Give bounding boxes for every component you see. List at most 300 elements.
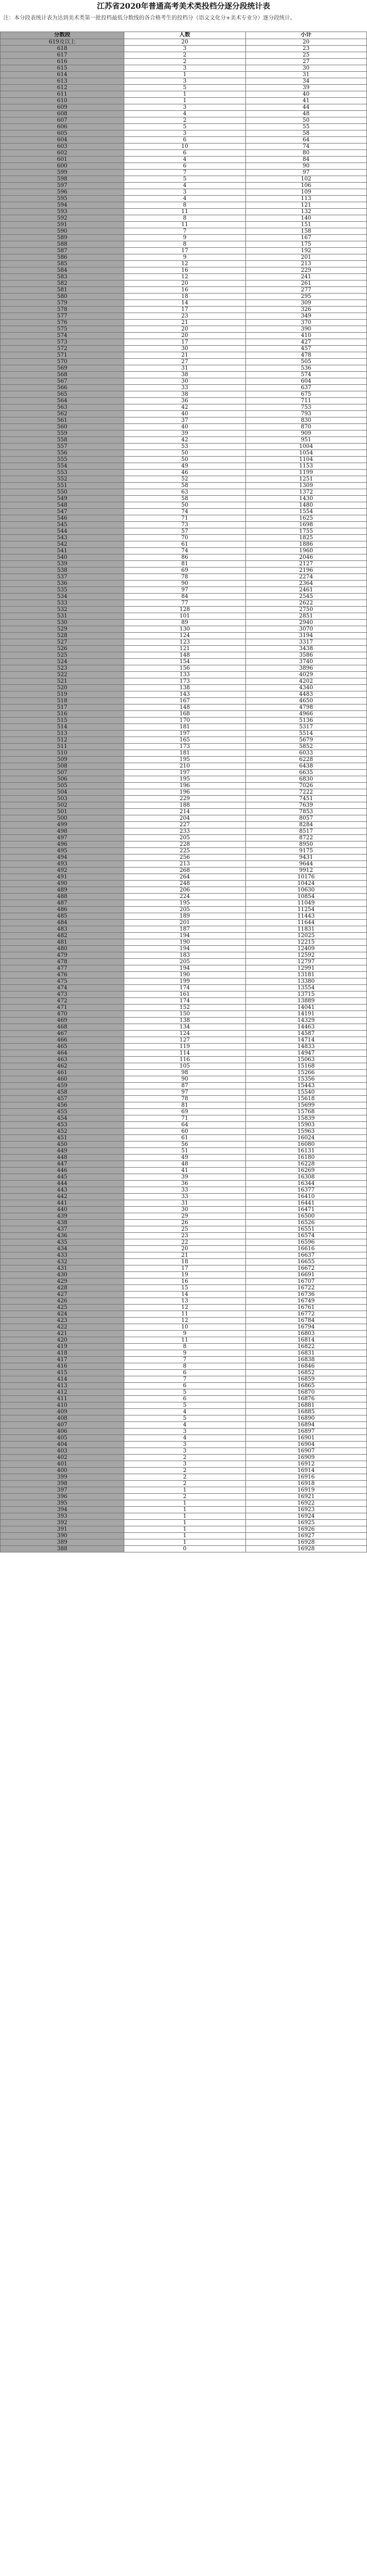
- count-cell: 97: [124, 587, 246, 594]
- score-range-cell: 613: [1, 78, 124, 85]
- cumulative-cell: 16890: [245, 1415, 367, 1422]
- score-range-cell: 418: [1, 1350, 124, 1357]
- score-range-cell: 600: [1, 163, 124, 170]
- score-range-cell: 602: [1, 150, 124, 157]
- count-cell: 70: [124, 535, 246, 541]
- score-range-cell: 530: [1, 620, 124, 626]
- table-row: [1, 359, 367, 365]
- count-cell: 174: [124, 998, 246, 1005]
- table-row: [1, 196, 367, 202]
- score-range-cell: 517: [1, 704, 124, 711]
- table-row: [1, 241, 367, 248]
- cumulative-cell: 16918: [245, 1481, 367, 1487]
- cumulative-cell: 27: [245, 59, 367, 65]
- count-cell: 1: [124, 1539, 246, 1546]
- count-cell: 81: [124, 1102, 246, 1109]
- table-row: [1, 1546, 367, 1552]
- table-row: [1, 678, 367, 685]
- count-cell: 53: [124, 444, 246, 450]
- header-row: [1, 32, 367, 39]
- count-cell: 6: [124, 163, 246, 170]
- cumulative-cell: 16655: [245, 1259, 367, 1265]
- table-row: [1, 848, 367, 854]
- cumulative-cell: 753: [245, 404, 367, 411]
- cumulative-cell: 8722: [245, 835, 367, 841]
- score-range-cell: 407: [1, 1422, 124, 1429]
- count-cell: 64: [124, 1122, 246, 1128]
- table-row: [1, 868, 367, 874]
- count-cell: 1: [124, 91, 246, 98]
- cumulative-cell: 16925: [245, 1520, 367, 1526]
- score-range-cell: 492: [1, 868, 124, 874]
- table-row: [1, 65, 367, 72]
- table-row: [1, 998, 367, 1005]
- score-range-cell: 493: [1, 861, 124, 868]
- table-row: [1, 965, 367, 972]
- score-range-cell: 430: [1, 1272, 124, 1278]
- table-row: [1, 1442, 367, 1448]
- table-row: [1, 535, 367, 541]
- score-range-cell: 595: [1, 196, 124, 202]
- score-range-cell: 437: [1, 1226, 124, 1233]
- score-range-cell: 389: [1, 1539, 124, 1546]
- count-cell: 229: [124, 796, 246, 802]
- cumulative-cell: 30: [245, 65, 367, 72]
- score-range-cell: 610: [1, 98, 124, 104]
- count-cell: 6: [124, 150, 246, 157]
- table-row: [1, 1155, 367, 1161]
- count-cell: 3: [124, 78, 246, 85]
- score-range-cell: 516: [1, 711, 124, 718]
- table-row: [1, 1474, 367, 1481]
- cumulative-cell: 58: [245, 130, 367, 137]
- score-range-cell: 533: [1, 600, 124, 607]
- table-row: [1, 1142, 367, 1148]
- cumulative-cell: 14329: [245, 1018, 367, 1024]
- cumulative-cell: 15768: [245, 1109, 367, 1115]
- cumulative-cell: 1004: [245, 444, 367, 450]
- score-range-cell: 424: [1, 1311, 124, 1318]
- score-range-cell: 499: [1, 822, 124, 828]
- table-body: [1, 39, 367, 1552]
- cumulative-cell: 16881: [245, 1402, 367, 1409]
- count-cell: 128: [124, 607, 246, 613]
- score-range-cell: 537: [1, 574, 124, 581]
- score-range-cell: 554: [1, 463, 124, 470]
- score-range-cell: 410: [1, 1402, 124, 1409]
- cumulative-cell: 16894: [245, 1422, 367, 1429]
- score-range-cell: 409: [1, 1409, 124, 1415]
- table-row: [1, 183, 367, 189]
- cumulative-cell: 1054: [245, 450, 367, 457]
- score-range-cell: 434: [1, 1246, 124, 1252]
- count-cell: 61: [124, 1135, 246, 1142]
- count-cell: 3: [124, 104, 246, 111]
- count-cell: 161: [124, 991, 246, 998]
- score-range-cell: 506: [1, 776, 124, 783]
- score-range-cell: 428: [1, 1285, 124, 1292]
- count-cell: 1: [124, 1487, 246, 1494]
- cumulative-cell: 13554: [245, 985, 367, 991]
- score-range-cell: 404: [1, 1442, 124, 1448]
- count-cell: 26: [124, 1220, 246, 1226]
- score-range-cell: 608: [1, 111, 124, 117]
- score-range-cell: 482: [1, 933, 124, 939]
- cumulative-cell: 4029: [245, 672, 367, 678]
- count-cell: 7: [124, 1376, 246, 1383]
- table-row: [1, 163, 367, 170]
- table-row: [1, 1455, 367, 1461]
- score-range-cell: 589: [1, 235, 124, 241]
- cumulative-cell: 50: [245, 117, 367, 124]
- score-range-cell: 588: [1, 241, 124, 248]
- count-cell: 4: [124, 196, 246, 202]
- cumulative-cell: 1430: [245, 496, 367, 502]
- table-row: [1, 613, 367, 620]
- table-row: [1, 72, 367, 78]
- table-row: [1, 1220, 367, 1226]
- score-range-cell: 572: [1, 346, 124, 352]
- score-range-cell: 593: [1, 209, 124, 215]
- table-row: [1, 104, 367, 111]
- table-row: [1, 398, 367, 404]
- cumulative-cell: 12409: [245, 946, 367, 952]
- cumulative-cell: 97: [245, 170, 367, 176]
- count-cell: 46: [124, 470, 246, 476]
- table-row: [1, 1500, 367, 1507]
- cumulative-cell: 11049: [245, 900, 367, 907]
- score-range-cell: 566: [1, 385, 124, 391]
- cumulative-cell: 8517: [245, 828, 367, 835]
- count-cell: 3: [124, 1429, 246, 1435]
- count-cell: 204: [124, 815, 246, 822]
- cumulative-cell: 1104: [245, 457, 367, 463]
- score-range-cell: 522: [1, 672, 124, 678]
- count-cell: 21: [124, 320, 246, 326]
- cumulative-cell: 16803: [245, 1331, 367, 1337]
- count-cell: 7: [124, 170, 246, 176]
- score-range-cell: 461: [1, 1070, 124, 1076]
- table-row: [1, 1102, 367, 1109]
- count-cell: 205: [124, 907, 246, 913]
- score-range-cell: 597: [1, 183, 124, 189]
- cumulative-cell: 1309: [245, 483, 367, 489]
- cumulative-cell: 16180: [245, 1155, 367, 1161]
- count-cell: 2: [124, 1468, 246, 1474]
- cumulative-cell: 7026: [245, 783, 367, 789]
- table-row: [1, 444, 367, 450]
- score-range-cell: 452: [1, 1128, 124, 1135]
- count-cell: 11: [124, 209, 246, 215]
- score-range-cell: 551: [1, 483, 124, 489]
- cumulative-cell: 34: [245, 78, 367, 85]
- count-cell: 40: [124, 424, 246, 431]
- cumulative-cell: 16852: [245, 1370, 367, 1376]
- cumulative-cell: 2364: [245, 581, 367, 587]
- table-row: [1, 1096, 367, 1102]
- count-cell: 194: [124, 965, 246, 972]
- score-range-cell: 413: [1, 1383, 124, 1389]
- score-range-cell: 564: [1, 398, 124, 404]
- count-cell: 86: [124, 554, 246, 561]
- table-row: [1, 1435, 367, 1442]
- cumulative-cell: 16897: [245, 1429, 367, 1435]
- count-cell: 168: [124, 711, 246, 718]
- cumulative-cell: 167: [245, 235, 367, 241]
- table-row: [1, 926, 367, 933]
- cumulative-cell: 1251: [245, 476, 367, 483]
- count-cell: 23: [124, 1233, 246, 1239]
- score-range-cell: 447: [1, 1161, 124, 1168]
- score-range-cell: 436: [1, 1233, 124, 1239]
- cumulative-cell: 2940: [245, 620, 367, 626]
- count-cell: 213: [124, 861, 246, 868]
- table-row: [1, 887, 367, 894]
- table-row: [1, 470, 367, 476]
- table-row: [1, 1148, 367, 1155]
- cumulative-cell: 16691: [245, 1272, 367, 1278]
- count-cell: 3: [124, 46, 246, 52]
- count-cell: 183: [124, 952, 246, 959]
- cumulative-cell: 15266: [245, 1070, 367, 1076]
- table-row: [1, 522, 367, 528]
- cumulative-cell: 16865: [245, 1383, 367, 1389]
- cumulative-cell: 261: [245, 280, 367, 287]
- cumulative-cell: 151: [245, 222, 367, 228]
- count-cell: 71: [124, 1115, 246, 1122]
- count-cell: 121: [124, 646, 246, 652]
- cumulative-cell: 1960: [245, 548, 367, 554]
- score-range-cell: 415: [1, 1370, 124, 1376]
- count-cell: 197: [124, 731, 246, 737]
- count-cell: 38: [124, 391, 246, 398]
- count-cell: 87: [124, 1083, 246, 1089]
- cumulative-cell: 505: [245, 359, 367, 365]
- count-cell: 23: [124, 313, 246, 320]
- cumulative-cell: 16377: [245, 1187, 367, 1194]
- score-range-cell: 439: [1, 1213, 124, 1220]
- score-range-cell: 529: [1, 626, 124, 633]
- count-cell: 25: [124, 1226, 246, 1233]
- table-row: [1, 1239, 367, 1246]
- score-range-cell: 401: [1, 1461, 124, 1468]
- table-row: [1, 85, 367, 91]
- table-row: [1, 1246, 367, 1252]
- score-range-cell: 476: [1, 972, 124, 978]
- table-row: [1, 254, 367, 261]
- cumulative-cell: 16822: [245, 1344, 367, 1350]
- score-range-cell: 421: [1, 1331, 124, 1337]
- cumulative-cell: 1372: [245, 489, 367, 496]
- table-row: [1, 972, 367, 978]
- count-cell: 1: [124, 1520, 246, 1526]
- cumulative-cell: 5852: [245, 744, 367, 750]
- score-range-cell: 469: [1, 1018, 124, 1024]
- table-row: [1, 770, 367, 776]
- count-cell: 12: [124, 1318, 246, 1324]
- score-range-cell: 615: [1, 65, 124, 72]
- score-range-cell: 405: [1, 1435, 124, 1442]
- score-range-cell: 542: [1, 541, 124, 548]
- table-row: [1, 267, 367, 274]
- table-row: [1, 1331, 367, 1337]
- score-range-cell: 594: [1, 202, 124, 209]
- count-cell: 156: [124, 665, 246, 672]
- score-range-cell: 543: [1, 535, 124, 541]
- score-range-cell: 592: [1, 215, 124, 222]
- count-cell: 8: [124, 1344, 246, 1350]
- cumulative-cell: 2046: [245, 554, 367, 561]
- score-range-cell: 596: [1, 189, 124, 196]
- score-range-cell: 550: [1, 489, 124, 496]
- count-cell: 124: [124, 1031, 246, 1037]
- table-row: [1, 52, 367, 59]
- count-cell: 6: [124, 137, 246, 144]
- table-note: 注：本分段表统计表为达到美术类第一批投档最低分数线的各合格考生的投档分（语文文化分+美术专业分）逐分段统计。: [3, 15, 296, 21]
- table-row: [1, 457, 367, 463]
- table-row: [1, 652, 367, 659]
- count-cell: 38: [124, 372, 246, 378]
- count-cell: 81: [124, 561, 246, 567]
- score-range-cell: 523: [1, 665, 124, 672]
- count-cell: 188: [124, 802, 246, 809]
- table-row: [1, 1285, 367, 1292]
- score-range-cell: 395: [1, 1500, 124, 1507]
- score-range-cell: 414: [1, 1376, 124, 1383]
- count-cell: 49: [124, 463, 246, 470]
- count-cell: 14: [124, 300, 246, 307]
- count-cell: 18: [124, 294, 246, 300]
- cumulative-cell: 16228: [245, 1161, 367, 1168]
- table-row: [1, 1409, 367, 1415]
- count-cell: 22: [124, 1239, 246, 1246]
- cumulative-cell: 3740: [245, 659, 367, 665]
- table-row: [1, 828, 367, 835]
- score-range-cell: 397: [1, 1487, 124, 1494]
- cumulative-cell: 457: [245, 346, 367, 352]
- table-row: [1, 1168, 367, 1174]
- cumulative-cell: 7853: [245, 809, 367, 815]
- cumulative-cell: 102: [245, 176, 367, 183]
- table-row: [1, 424, 367, 431]
- score-range-cell: 433: [1, 1252, 124, 1259]
- score-range-cell: 456: [1, 1102, 124, 1109]
- count-cell: 127: [124, 1037, 246, 1044]
- table-row: [1, 881, 367, 887]
- score-range-cell: 399: [1, 1474, 124, 1481]
- document-title: 江苏省2020年普通高考美术类投档分逐分段统计表: [97, 2, 270, 11]
- count-cell: 17: [124, 248, 246, 254]
- cumulative-cell: 121: [245, 202, 367, 209]
- count-cell: 4: [124, 1409, 246, 1415]
- table-row: [1, 1174, 367, 1181]
- count-cell: 33: [124, 1187, 246, 1194]
- table-row: [1, 594, 367, 600]
- score-range-cell: 475: [1, 978, 124, 985]
- table-row: [1, 554, 367, 561]
- cumulative-cell: 16500: [245, 1213, 367, 1220]
- table-row: [1, 378, 367, 385]
- count-cell: 98: [124, 1070, 246, 1076]
- cumulative-cell: 427: [245, 339, 367, 346]
- table-row: [1, 783, 367, 789]
- score-range-cell: 440: [1, 1207, 124, 1213]
- score-range-cell: 583: [1, 274, 124, 280]
- cumulative-cell: 113: [245, 196, 367, 202]
- table-row: [1, 1161, 367, 1168]
- count-cell: 14: [124, 1292, 246, 1298]
- cumulative-cell: 16269: [245, 1168, 367, 1174]
- table-row: [1, 600, 367, 607]
- score-range-cell: 578: [1, 307, 124, 313]
- count-cell: 2: [124, 1455, 246, 1461]
- table-row: [1, 1083, 367, 1089]
- count-cell: 181: [124, 750, 246, 757]
- cumulative-cell: 16876: [245, 1396, 367, 1402]
- score-range-cell: 591: [1, 222, 124, 228]
- score-range-cell: 582: [1, 280, 124, 287]
- count-cell: 1: [124, 72, 246, 78]
- cumulative-cell: 16736: [245, 1292, 367, 1298]
- score-range-cell: 563: [1, 404, 124, 411]
- score-range-cell: 400: [1, 1468, 124, 1474]
- table-row: [1, 1305, 367, 1311]
- cumulative-cell: 4202: [245, 678, 367, 685]
- cumulative-cell: 16131: [245, 1148, 367, 1155]
- count-cell: 170: [124, 718, 246, 724]
- cumulative-cell: 410: [245, 333, 367, 339]
- cumulative-cell: 16907: [245, 1448, 367, 1455]
- cumulative-cell: 1698: [245, 522, 367, 528]
- score-range-cell: 552: [1, 476, 124, 483]
- table-row: [1, 150, 367, 157]
- cumulative-cell: 16471: [245, 1207, 367, 1213]
- count-cell: 167: [124, 698, 246, 704]
- table-row: [1, 1448, 367, 1455]
- table-row: [1, 731, 367, 737]
- score-range-cell: 567: [1, 378, 124, 385]
- cumulative-cell: 15963: [245, 1128, 367, 1135]
- cumulative-cell: 11254: [245, 907, 367, 913]
- cumulative-cell: 1153: [245, 463, 367, 470]
- count-cell: 12: [124, 1305, 246, 1311]
- header-count: 人数: [124, 32, 246, 39]
- count-cell: 17: [124, 1265, 246, 1272]
- cumulative-cell: 326: [245, 307, 367, 313]
- cumulative-cell: 4483: [245, 691, 367, 698]
- score-range-cell: 411: [1, 1396, 124, 1402]
- score-range-cell: 508: [1, 763, 124, 770]
- count-cell: 20: [124, 280, 246, 287]
- cumulative-cell: 16707: [245, 1278, 367, 1285]
- score-range-cell: 546: [1, 515, 124, 522]
- score-range-cell: 419: [1, 1344, 124, 1350]
- score-range-cell: 535: [1, 587, 124, 594]
- table-row: [1, 1487, 367, 1494]
- count-cell: 17: [124, 339, 246, 346]
- table-row: [1, 1520, 367, 1526]
- cumulative-cell: 16794: [245, 1324, 367, 1331]
- count-cell: 4: [124, 111, 246, 117]
- cumulative-cell: 3194: [245, 633, 367, 639]
- count-cell: 39: [124, 431, 246, 437]
- table-row: [1, 463, 367, 470]
- count-cell: 90: [124, 581, 246, 587]
- table-row: [1, 939, 367, 946]
- score-range-cell: 549: [1, 496, 124, 502]
- cumulative-cell: 16922: [245, 1500, 367, 1507]
- table-row: [1, 1057, 367, 1063]
